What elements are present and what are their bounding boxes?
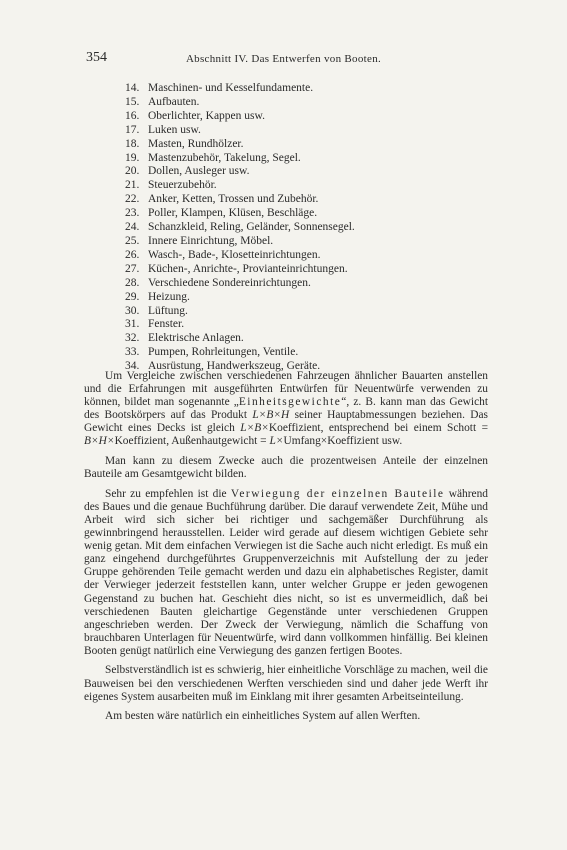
paragraph-einheitsgewichte: Um Vergleiche zwischen verschiedenen Fahrzeugen ähnlicher Bauarten anstellen und die Erfahrungen mit ausgeführten Entwürfen für Neuentwürfe verwenden zu können, bildet man sogenannte „Einheitsgewichte“, z. B. kann man das Gewicht des Bootskörpers auf das Produkt L×B×H seiner Hauptabmessungen beziehen. Das Gewicht eines Decks ist gleich L×B×Koeffizient, entsprechend bei einem Schott = B×H×Koeffizient, Außenhautgewicht = L×Umfang×Koeffizient usw. bbox=[84, 370, 488, 448]
list-item: 28. Verschiedene Sondereinrichtungen. bbox=[125, 276, 311, 289]
list-item: 19. Mastenzubehör, Takelung, Segel. bbox=[125, 151, 301, 164]
list-item: 14. Maschinen- und Kesselfundamente. bbox=[125, 82, 314, 94]
paragraph-vorschlaege: Selbstverständlich ist es schwierig, hier einheitliche Vorschläge zu machen, weil die Bauweisen bei den verschiedenen Werften verschieden sind und daher jede Werft ihr eigenes System ausarbeiten muß im Einklang mit ihrer gesamten Arbeitseinteilung. bbox=[84, 664, 488, 703]
list-item: 33. Pumpen, Rohrleitungen, Ventile. bbox=[125, 346, 299, 359]
formula: L× bbox=[269, 435, 284, 448]
body-text bbox=[84, 370, 488, 730]
list-item: 20. Dollen, Ausleger usw. bbox=[125, 165, 250, 178]
page-number: 354 bbox=[86, 50, 107, 65]
formula: L×B×H bbox=[252, 409, 290, 422]
list-item: 16. Oberlichter, Kappen usw. bbox=[125, 109, 265, 122]
paragraph-verwiegung: Sehr zu empfehlen ist die Verwiegung der einzelnen Bauteile während des Baues und die genaue Buchführung darüber. Die darauf verwendete Zeit, Mühe und Arbeit wird sich sicher bei richtiger und sachgemäßer Durchführung als gewinnbringend herausstellen. Leider wird gerade auf diesem wichtigen Gebiete sehr wenig getan. Mit dem einfachen Verwiegen ist die Sache auch nicht erledigt. Es muß ein ganz eingehend durchgeführtes Gruppenverzeichnis mit Aufstellung der zu jeder Gruppe gehörenden Teile gemacht werden und dazu ein alphabetisches Register, damit der Verwieger jederzeit feststellen kann, unter welcher Gruppe er jeden gewogenen Gegenstand zu buchen hat. Geschieht dies nicht, so ist es unvermeidlich, daß bei verschiedenen Bauten gleichartige Gegenstände unter verschiedenen Gruppen angeschrieben werden. Der Zweck der Verwiegung, nämlich die Schaffung von brauchbaren Unterlagen für Neuentwürfe, wird dann vollkommen hinfällig. Bei kleinen Booten genügt natürlich eine Verwiegung des ganzen fertigen Bootes. bbox=[84, 487, 488, 657]
list-item: 18. Masten, Rundhölzer. bbox=[125, 137, 244, 150]
running-head: Abschnitt IV. Das Entwerfen von Booten. bbox=[185, 53, 382, 65]
emphasis-term: Einheitsgewichte bbox=[238, 396, 342, 409]
list-item: 23. Poller, Klampen, Klüsen, Beschläge. bbox=[125, 207, 318, 220]
list-item: 24. Schanzkleid, Reling, Geländer, Sonnensegel. bbox=[125, 221, 355, 234]
list-item: 15. Aufbauten. bbox=[125, 95, 200, 108]
list-item: 29. Heizung. bbox=[125, 290, 190, 303]
list-item: 34. Ausrüstung, Handwerkszeug, Geräte. bbox=[125, 360, 321, 373]
list-item: 30. Lüftung. bbox=[125, 304, 188, 317]
component-list bbox=[125, 82, 355, 374]
list-item: 31. Fenster. bbox=[125, 318, 185, 331]
page-header bbox=[86, 50, 481, 66]
emphasis-term: Verwiegung der einzelnen Bauteile bbox=[230, 487, 445, 500]
formula: B×H× bbox=[84, 435, 115, 448]
paragraph-system: Am besten wäre natürlich ein einheitliches System auf allen Werften. bbox=[105, 710, 421, 723]
list-item: 21. Steuerzubehör. bbox=[125, 179, 217, 192]
list-item: 26. Wasch-, Bade-, Klosetteinrichtungen. bbox=[125, 248, 321, 261]
formula: L×B× bbox=[240, 422, 269, 435]
list-item: 17. Luken usw. bbox=[125, 123, 201, 136]
paragraph-prozentweise: Man kann zu diesem Zwecke auch die prozentweisen Anteile der einzelnen Bauteile am Gesamtgewicht bilden. bbox=[84, 455, 488, 481]
list-item: 32. Elektrische Anlagen. bbox=[125, 332, 244, 345]
list-item: 27. Küchen-, Anrichte-, Provianteinrichtungen. bbox=[125, 262, 348, 275]
list-item: 25. Innere Einrichtung, Möbel. bbox=[125, 234, 274, 247]
list-item: 22. Anker, Ketten, Trossen und Zubehör. bbox=[125, 193, 319, 206]
